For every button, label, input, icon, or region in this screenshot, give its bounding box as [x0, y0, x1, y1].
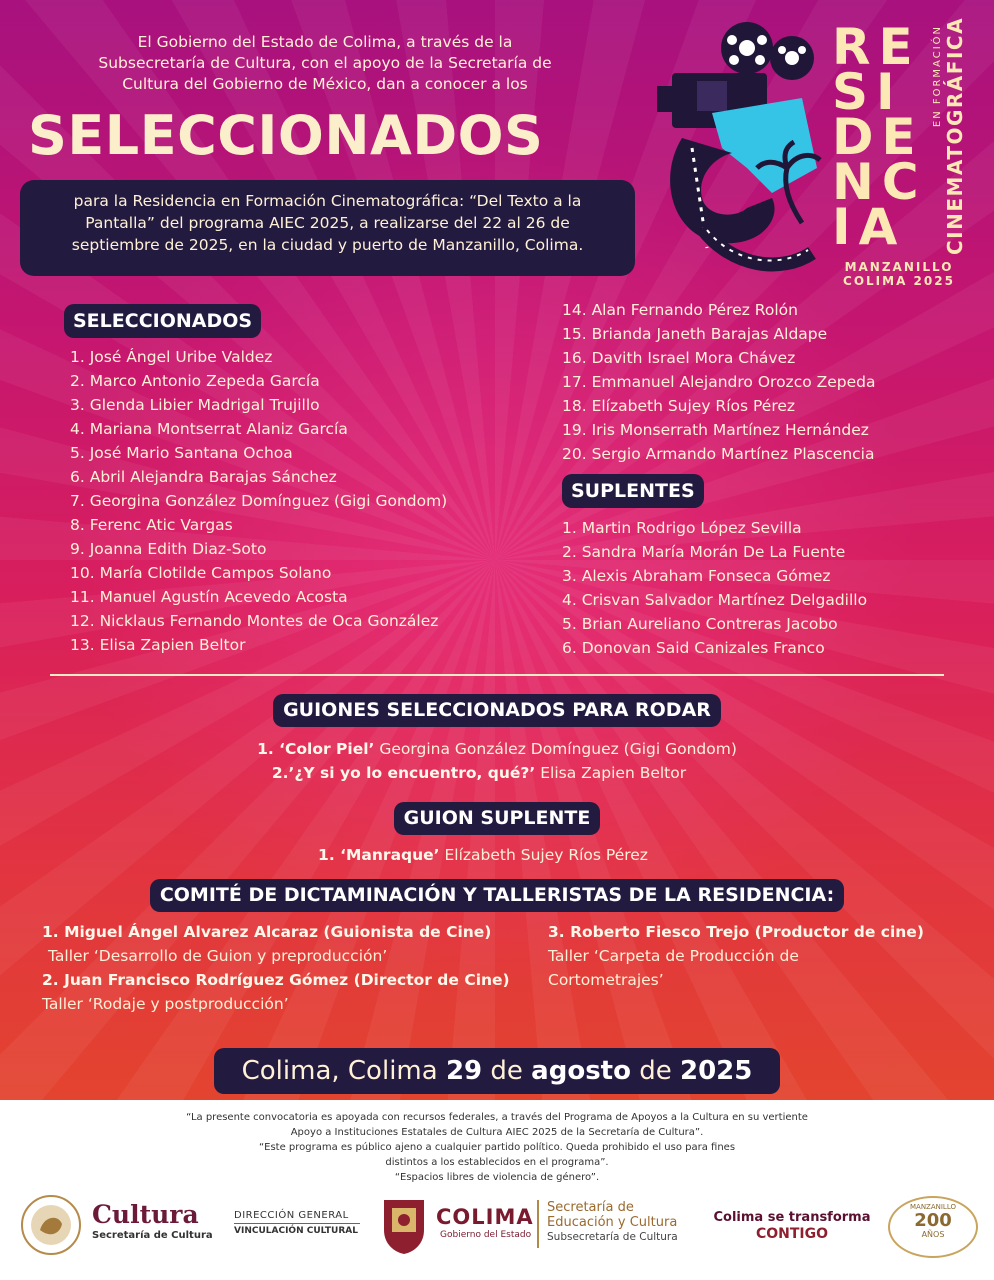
intro-box — [20, 180, 635, 276]
list-item: 4. Crisvan Salvador Martínez Delgadillo — [562, 591, 868, 609]
sec-logo-line1: Secretaría de — [547, 1200, 634, 1215]
legal-line: “Espacios libres de violencia de género”. — [394, 1172, 600, 1183]
list-item: 5. José Mario Santana Ochoa — [70, 444, 293, 462]
sponsor-logos — [0, 1192, 994, 1272]
legal-line: Apoyo a Instituciones Estatales de Cultura AIEC 2025 de la Secretaría de Cultura”. — [290, 1127, 704, 1138]
list-item: 3. Glenda Libier Madrigal Trujillo — [70, 396, 320, 414]
member-name: 1. Miguel Ángel Alvarez Alcaraz (Guionista de Cine) — [42, 923, 492, 941]
date-prefix: Colima, Colima — [241, 1056, 446, 1086]
script-author: Elisa Zapien Beltor — [535, 764, 687, 782]
list-item: 13. Elisa Zapien Beltor — [70, 636, 246, 654]
list-item: 6. Abril Alejandra Barajas Sánchez — [70, 468, 337, 486]
list-item: 15. Brianda Janeth Barajas Aldape — [562, 325, 828, 343]
anniversary-top: MANZANILLO — [909, 1203, 956, 1211]
dg-logo-line1: DIRECCIÓN GENERAL — [234, 1210, 349, 1221]
logo-place-line: COLIMA 2025 — [843, 274, 955, 288]
national-seal-icon — [20, 1194, 82, 1256]
list-item: 1. José Ángel Uribe Valdez — [70, 348, 273, 366]
legal-line: “Este programa es público ajeno a cualquier partido político. Queda prohibido el uso para fines — [258, 1142, 736, 1153]
logo-small-text: EN FORMACIÓN — [932, 25, 943, 128]
section-divider — [50, 674, 944, 676]
member-name: 3. Roberto Fiesco Trejo (Productor de cine) — [548, 923, 924, 941]
list-item: 19. Iris Monserrath Martínez Hernández — [562, 421, 869, 439]
scripts-heading-wrap — [0, 694, 994, 727]
member-workshop: Cortometrajes’ — [548, 971, 664, 989]
selected-heading: SELECCIONADOS — [64, 304, 261, 338]
substitutes-list — [562, 516, 867, 660]
script-line-1 — [0, 737, 994, 761]
list-item: 4. Mariana Montserrat Alaniz García — [70, 420, 348, 438]
logo-letter: I — [876, 63, 903, 121]
member-name: 2. Juan Francisco Rodríguez Gómez (Director de Cine) — [42, 971, 510, 989]
logo-letter: N — [832, 153, 882, 211]
selected-list-col2 — [562, 298, 876, 466]
transforma-logo-line2: CONTIGO — [755, 1226, 829, 1242]
cultura-logo: Cultura — [92, 1200, 199, 1229]
intro-line: Subsecretaría de Cultura, con el apoyo de la Secretaría de — [98, 54, 552, 72]
backup-script-heading: GUION SUPLENTE — [394, 802, 601, 835]
list-item: 6. Donovan Said Canizales Franco — [562, 639, 825, 657]
dg-logo-line2: VINCULACIÓN CULTURAL — [234, 1226, 358, 1236]
list-item: 9. Joanna Edith Diaz-Soto — [70, 540, 267, 558]
list-item: 1. Martin Rodrigo López Sevilla — [562, 519, 802, 537]
date-month: agosto — [531, 1056, 631, 1086]
colima-logo: COLIMA — [436, 1205, 534, 1229]
committee-col-right — [548, 920, 924, 992]
residencia-subtitle — [932, 16, 967, 255]
script-author: Elízabeth Sujey Ríos Pérez — [439, 846, 648, 864]
intro-box-line: septiembre de 2025, en la ciudad y puerto de Manzanillo, Colima. — [71, 236, 584, 254]
logo-letter: E — [878, 18, 921, 76]
date-banner — [214, 1048, 780, 1094]
committee-heading-wrap — [0, 879, 994, 912]
script-title: 2.’¿Y si yo lo encuentro, qué?’ — [271, 764, 536, 782]
list-item: 7. Georgina González Domínguez (Gigi Gondom) — [70, 492, 448, 510]
intro-box-line: para la Residencia en Formación Cinematográfica: “Del Texto a la — [73, 192, 582, 210]
colima-logo-sub: Gobierno del Estado — [440, 1230, 532, 1240]
date-sep: de — [482, 1056, 532, 1086]
sec-logo-line3: Subsecretaría de Cultura — [547, 1231, 678, 1243]
list-item: 16. Davith Israel Mora Chávez — [562, 349, 796, 367]
date-day: 29 — [445, 1056, 483, 1086]
transforma-logo-line1: Colima se transforma — [713, 1210, 871, 1225]
list-item: 2. Marco Antonio Zepeda García — [70, 372, 320, 390]
intro-box-line: Pantalla” del programa AIEC 2025, a realizarse del 22 al 26 de — [85, 214, 570, 232]
film-camera-illustration — [652, 18, 832, 280]
backup-script-line — [0, 843, 980, 867]
anniversary-number: 200 — [914, 1210, 952, 1231]
list-item: 18. Elízabeth Sujey Ríos Pérez — [562, 397, 796, 415]
list-item: 14. Alan Fernando Pérez Rolón — [562, 301, 798, 319]
script-title: 1. ‘Manraque’ — [318, 846, 440, 864]
list-item: 20. Sergio Armando Martínez Plascencia — [562, 445, 875, 463]
page-title: SELECCIONADOS — [28, 104, 544, 167]
list-item: 12. Nicklaus Fernando Montes de Oca González — [70, 612, 439, 630]
logo-letter: A — [858, 198, 906, 256]
substitutes-heading: SUPLENTES — [562, 474, 704, 508]
intro-line: El Gobierno del Estado de Colima, a través de la — [137, 33, 513, 51]
colima-shield-icon — [380, 1194, 428, 1256]
script-line-2 — [0, 761, 976, 785]
list-item: 17. Emmanuel Alejandro Orozco Zepeda — [562, 373, 876, 391]
cultura-logo-sub: Secretaría de Cultura — [92, 1230, 213, 1241]
scripts-heading: GUIONES SELECCIONADOS PARA RODAR — [273, 694, 721, 727]
legal-line: distintos a los establecidos en el programa”. — [385, 1157, 609, 1168]
legal-notice — [120, 1110, 874, 1185]
logo-place — [834, 260, 964, 288]
logo-letter: C — [881, 153, 927, 211]
list-item: 3. Alexis Abraham Fonseca Gómez — [562, 567, 831, 585]
list-item: 10. María Clotilde Campos Solano — [70, 564, 332, 582]
list-item: 8. Ferenc Atic Vargas — [70, 516, 233, 534]
intro-line: Cultura del Gobierno de México, dan a conocer a los — [122, 75, 528, 93]
logo-place-line: MANZANILLO — [844, 260, 954, 274]
committee-heading: COMITÉ DE DICTAMINACIÓN Y TALLERISTAS DE LA RESIDENCIA: — [150, 879, 844, 912]
member-workshop: Taller ‘Carpeta de Producción de — [548, 947, 799, 965]
dg-logo-rule — [234, 1223, 360, 1224]
list-item: 2. Sandra María Morán De La Fuente — [562, 543, 846, 561]
list-item: 5. Brian Aureliano Contreras Jacobo — [562, 615, 838, 633]
backup-heading-wrap — [0, 802, 994, 835]
member-workshop: Taller ‘Desarrollo de Guion y preproducción’ — [48, 947, 388, 965]
script-title: 1. ‘Color Piel’ — [257, 740, 375, 758]
member-workshop: Taller ‘Rodaje y postproducción’ — [42, 995, 289, 1013]
logo-letter: S — [832, 63, 877, 121]
date-year: 2025 — [680, 1056, 753, 1086]
footer — [0, 1100, 994, 1280]
logo-cine-text: CINEMATOGRÁFICA — [943, 16, 967, 255]
script-author: Georgina González Domínguez (Gigi Gondom) — [374, 740, 737, 758]
anniversary-logo — [888, 1196, 978, 1258]
logo-letter: R — [832, 18, 879, 76]
sec-logo-line2: Educación y Cultura — [547, 1215, 678, 1230]
logo-letter: I — [832, 198, 859, 256]
residencia-wordmark — [832, 18, 927, 256]
committee-col-left — [42, 920, 510, 1016]
date-sep: de — [630, 1056, 680, 1086]
logo-letter: E — [881, 108, 924, 166]
selected-list-col1 — [70, 345, 447, 657]
legal-line: “La presente convocatoria es apoyada con recursos federales, a través del Programa de Apoyos a la Cultura en su vertiente — [186, 1112, 808, 1123]
intro-text — [60, 32, 590, 95]
logo-divider — [537, 1200, 539, 1248]
list-item: 11. Manuel Agustín Acevedo Acosta — [70, 588, 348, 606]
state-map-shape — [712, 98, 817, 193]
residencia-logo — [832, 16, 967, 290]
logo-letter: D — [832, 108, 882, 166]
anniversary-word: AÑOS — [921, 1230, 945, 1239]
